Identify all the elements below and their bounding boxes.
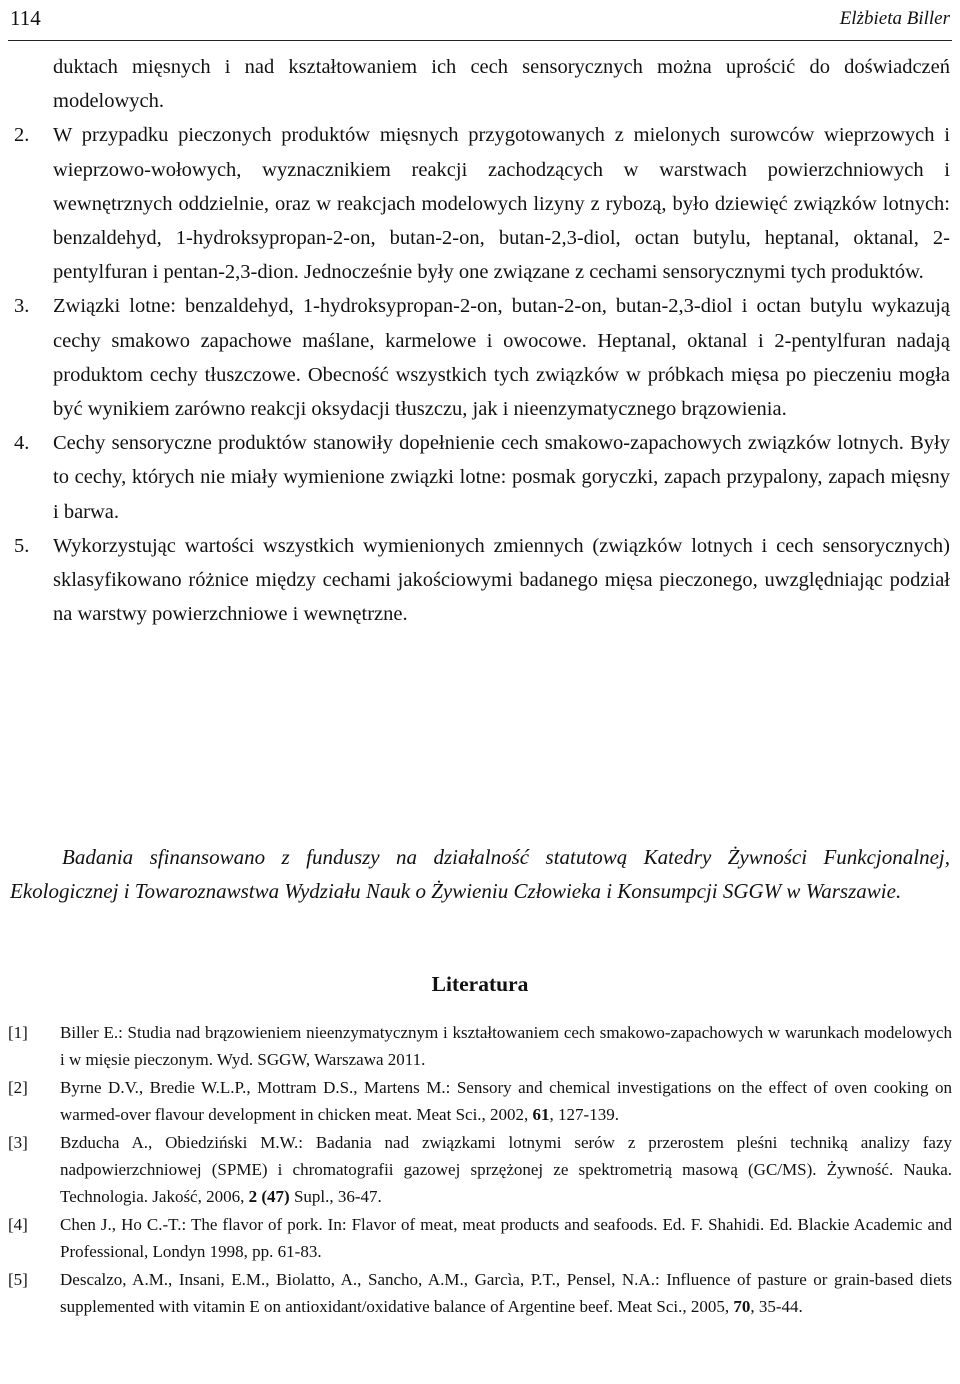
reference-item [8,1129,952,1210]
conclusion-item [14,289,950,426]
conclusion-item [14,529,950,632]
item-number: 3. [14,295,30,318]
conclusions-text [14,50,950,631]
item-text: W przypadku pieczonych produktów mięsnych przygotowanych z mielonych surowców wieprzowych i wieprzowo-wołowych, wyznacznikiem reakcji zachodzących w warstwach powierzchniowych i wewnętrznych oddzielnie, oraz w reakcjach modelowych lizyny z rybozą, było dziewięć związków lotnych: benzaldehyd, 1-hydroksypropan-2-on, butan-2-on, butan-2,3-diol, octan butylu, heptanal, oktanal, 2-pentylfuran i pentan-2,3-dion. Jednocześnie były one związane z cechami sensorycznymi tych produktów. [53,124,950,284]
item-number: 4. [14,432,30,455]
item-number: 2. [14,124,30,147]
reference-number: [1] [8,1023,28,1042]
reference-text: Byrne D.V., Bredie W.L.P., Mottram D.S., Martens M.: Sensory and chemical investigations on the effect of oven cooking on warmed-over flavour development in chicken meat. Meat Sci., 2002, [60,1078,952,1124]
reference-item [8,1211,952,1265]
reference-number: [3] [8,1133,28,1152]
reference-text: Biller E.: Studia nad brązowieniem nieenzymatycznym i kształtowaniem cech smakowo-zapachowych w warunkach modelowych i w mięsie pieczonym. Wyd. SGGW, Warszawa 2011. [60,1023,952,1069]
reference-text: Chen J., Ho C.-T.: The flavor of pork. In: Flavor of meat, meat products and seafoods. Ed. F. Shahidi. Ed. Blackie Academic and Professional, Londyn 1998, pp. 61-83. [60,1215,952,1261]
item-number: 5. [14,534,30,557]
literature-heading: Literatura [431,972,529,996]
conclusion-item [14,426,950,529]
reference-volume: 61 [532,1105,550,1124]
reference-number: [4] [8,1215,28,1234]
item-text: Związki lotne: benzaldehyd, 1-hydroksypropan-2-on, butan-2-on, butan-2,3-diol i octan butylu wykazują cechy smakowo zapachowe maślane, karmelowe i owocowe. Heptanal, oktanal i 2-pentylfuran nadają produktom cechy tłuszczowe. Obecność wszystkich tych związków w próbkach mięsa po pieczeniu mogła być wynikiem zarówno reakcji oksydacji tłuszczu, jak i nieenzymatycznego brązowienia. [53,295,950,421]
reference-pages: Supl., 36-47. [289,1187,382,1206]
conclusion-item [14,118,950,289]
reference-text: Descalzo, A.M., Insani, E.M., Biolatto, A., Sancho, A.M., Garcìa, P.T., Pensel, N.A.: Influence of pasture or grain-based diets supplemented with vitamin E on antioxidant/oxidative balance of Argentine beef. Meat Sci., 2005, [60,1270,952,1316]
reference-text: Bzducha A., Obiedziński M.W.: Badania nad związkami lotnymi serów z przerostem pleśni techniką analizy fazy nadpowierzchniowej (SPME) i chromatografii gazowej sprzężonej ze spektrometrią masową (GC/MS). Żywność. Nauka. Technologia. Jakość, 2006, [60,1133,952,1206]
reference-number: [5] [8,1270,28,1289]
reference-volume: 70 [733,1297,751,1316]
continuation-paragraph: duktach mięsnych i nad kształtowaniem ich cech sensorycznych można uprościć do doświadczeń modelowych. [53,56,950,113]
running-header [8,0,952,41]
item-text: Cechy sensoryczne produktów stanowiły dopełnienie cech smakowo-zapachowych związków lotnych. Były to cechy, których nie miały wymienione związki lotne: posmak goryczki, zapach przypalony, zapach mięsny i barwa. [53,432,950,523]
reference-item [8,1019,952,1073]
reference-item [8,1074,952,1128]
reference-volume: 2 (47) [248,1187,290,1206]
reference-item [8,1266,952,1320]
reference-number: [2] [8,1078,28,1097]
running-author: Elżbieta Biller [839,8,950,29]
funding-acknowledgement [10,840,950,908]
reference-pages: , 127-139. [549,1105,619,1124]
page-number: 114 [10,6,41,30]
reference-list [8,1019,952,1321]
acknowledgement-text: Badania sfinansowano z funduszy na działalność statutową Katedry Żywności Funkcjonalnej, Ekologicznej i Towaroznawstwa Wydziału Nauk o Żywieniu Człowieka i Konsumpcji SGGW w Warszawie. [10,845,950,903]
item-text: Wykorzystując wartości wszystkich wymienionych zmiennych (związków lotnych i cech sensorycznych) sklasyfikowano różnice między cechami jakościowymi badanego mięsa pieczonego, uwzględniając podział na warstwy powierzchniowe i wewnętrzne. [53,534,950,626]
reference-pages: , 35-44. [750,1297,803,1316]
